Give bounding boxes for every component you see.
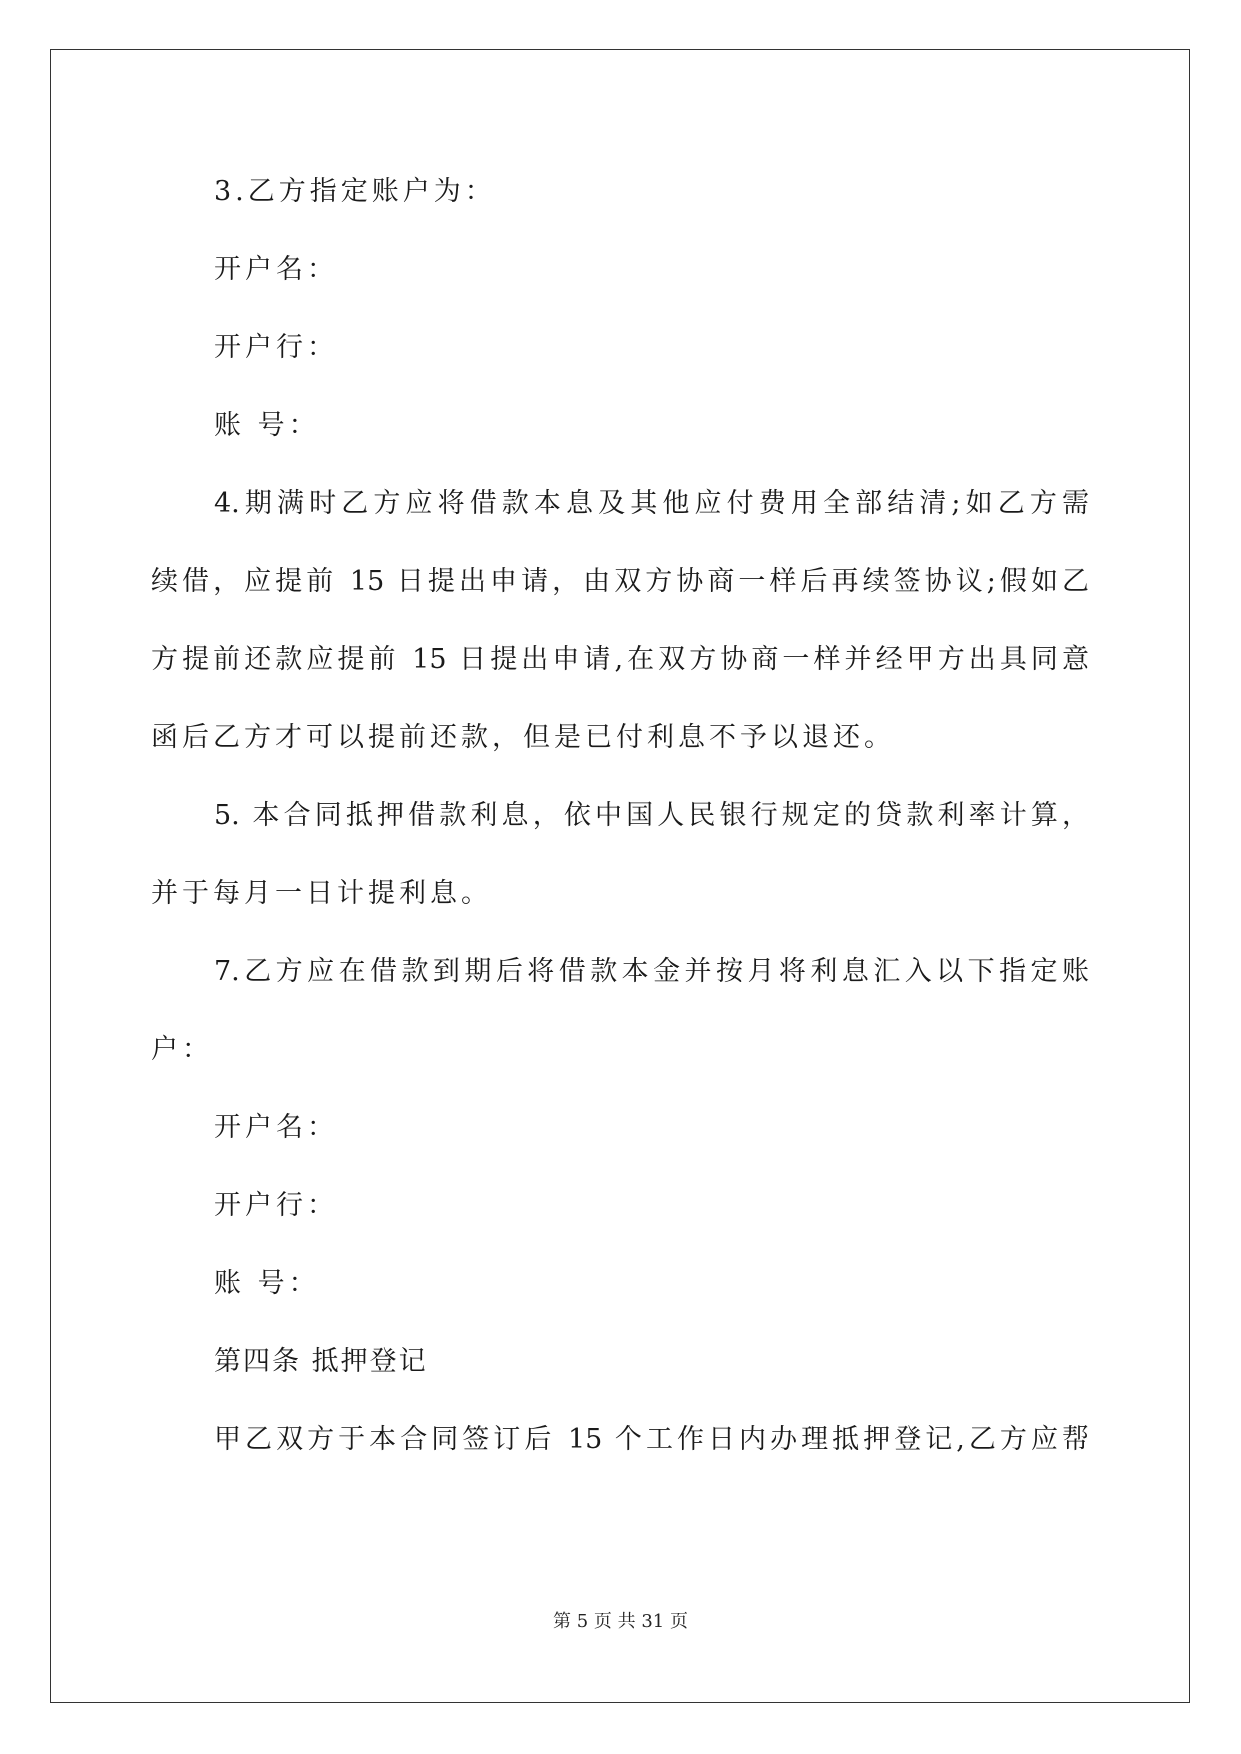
paragraph-4-line-3: 方提前还款应提前 15 日提出申请,在双方协商一样并经甲方出具同意 — [151, 644, 1089, 675]
field-account-number-2: 账 号： — [214, 1268, 320, 1299]
paragraph-article-4-line-1: 甲乙双方于本合同签订后 15 个工作日内办理抵押登记,乙方应帮 — [214, 1424, 1089, 1455]
paragraph-4-line-4: 函后乙方才可以提前还款，但是已付利息不予以退还。 — [151, 722, 895, 753]
paragraph-7-line-1: 7.乙方应在借款到期后将借款本金并按月将利息汇入以下指定账 — [214, 956, 1089, 987]
paragraph-account-designation: 3.乙方指定账户为： — [214, 176, 496, 207]
paragraph-5-line-2: 并于每月一日计提利息。 — [151, 878, 492, 909]
paragraph-4-line-1: 4.期满时乙方应将借款本息及其他应付费用全部结清;如乙方需 — [214, 488, 1089, 519]
paragraph-4-line-2: 续借，应提前 15 日提出申请，由双方协商一样后再续签协议;假如乙 — [151, 566, 1089, 597]
paragraph-5-line-1: 5. 本合同抵押借款利息，依中国人民银行规定的贷款利率计算， — [214, 800, 1089, 831]
field-account-bank: 开户行： — [214, 332, 338, 363]
field-account-name-2: 开户名： — [214, 1112, 338, 1143]
field-account-name: 开户名： — [214, 254, 338, 285]
field-account-number: 账 号： — [214, 410, 320, 441]
field-account-bank-2: 开户行： — [214, 1190, 338, 1221]
page-number-footer: 第 5 页 共 31 页 — [553, 1611, 688, 1632]
section-heading-article-4: 第四条 抵押登记 — [214, 1346, 428, 1377]
paragraph-7-line-2: 户： — [151, 1034, 213, 1065]
